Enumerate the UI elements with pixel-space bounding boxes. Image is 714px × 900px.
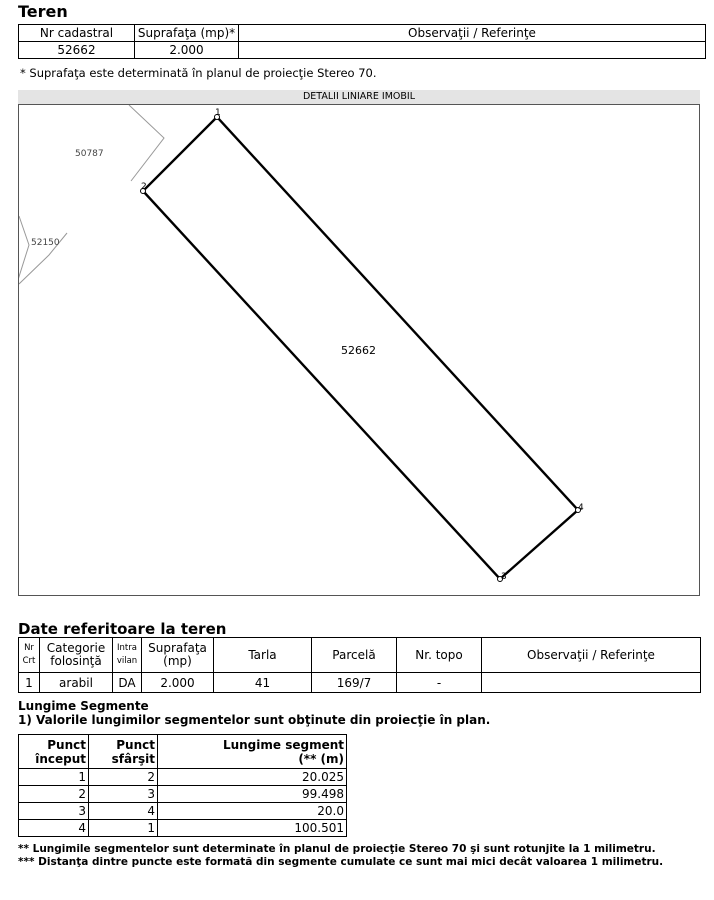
neighbor-boundary-50787 [129,105,164,181]
cell-parcela: 169/7 [312,673,397,693]
date-header-row [19,638,701,673]
segment-row [19,786,347,803]
cell-nr-cadastral: 52662 [19,42,135,59]
segment-row [19,769,347,786]
segment-row [19,803,347,820]
neighbor-boundary-52150-upper [19,216,29,283]
segment-end: 3 [89,786,158,803]
header-nr-crt [19,638,40,673]
header-intravilan [113,638,142,673]
cell-tarla: 41 [214,673,312,693]
header-categorie [40,638,113,673]
teren-data-row [19,42,706,59]
plan-caption: DETALII LINIARE IMOBIL [18,90,700,104]
neighbor-label-52150: 52150 [31,238,60,248]
header-categorie-line2: folosinţă [50,654,102,668]
lungime-title: Lungime Segmente [18,699,149,713]
segment-start: 3 [19,803,89,820]
cell-suprafata-date: 2.000 [142,673,214,693]
header-nr-crt-line2: Crt [22,656,36,666]
footnote-distanta: *** Distanţa dintre puncte este formată din segmente cumulate ce sunt mai mici decât valoarea 1 milimetru. [18,856,664,868]
cell-nr-topo: - [397,673,482,693]
segments-header-row [19,735,347,769]
header-punct-sfarsit [89,735,158,769]
segment-length: 20.0 [158,803,347,820]
parcel-label: 52662 [341,344,376,357]
segment-length: 100.501 [158,820,347,837]
cell-intravilan: DA [113,673,142,693]
footnote-lungimi: ** Lungimile segmentelor sunt determinate în planul de proiecţie Stereo 70 şi sunt rotunjite la 1 milimetru. [18,843,656,855]
cell-observatii-date [482,673,701,693]
header-suprafata-line2: (mp) [163,654,192,668]
teren-table [18,24,706,59]
neighbor-label-50787: 50787 [75,149,104,159]
cell-observatii [239,42,706,59]
header-punct-inceput-line1: Punct [47,737,86,752]
cell-nr-crt: 1 [19,673,40,693]
segment-length: 20.025 [158,769,347,786]
header-intra-line2: vilan [116,656,138,666]
header-suprafata-line1: Suprafaţa [148,641,207,655]
header-punct-inceput [19,735,89,769]
segment-end: 2 [89,769,158,786]
header-suprafata-date [142,638,214,673]
point-label-1: 1 [215,108,221,118]
header-lungime [158,735,347,769]
cell-suprafata: 2.000 [135,42,239,59]
header-observatii-date: Observaţii / Referinţe [482,638,701,673]
segment-start: 2 [19,786,89,803]
header-intra-line1: Intra [117,643,137,653]
header-nr-crt-line1: Nr [24,643,34,653]
header-tarla: Tarla [214,638,312,673]
plan-svg [19,105,699,595]
teren-title: Teren [18,2,68,21]
header-punct-inceput-line2: început [35,751,86,766]
segment-start: 1 [19,769,89,786]
segment-length: 99.498 [158,786,347,803]
plan-drawing [18,104,700,596]
segments-table [18,734,347,837]
header-observatii: Observaţii / Referinţe [239,25,706,42]
lungime-subtitle: 1) Valorile lungimilor segmentelor sunt obţinute din proiecţie în plan. [18,713,491,727]
header-lungime-line2: (** (m) [298,751,344,766]
cell-categorie: arabil [40,673,113,693]
point-label-4: 4 [578,503,584,513]
teren-note: * Suprafaţa este determinată în planul de proiecţie Stereo 70. [20,66,377,80]
header-nr-cadastral: Nr cadastral [19,25,135,42]
segment-row [19,820,347,837]
point-label-3: 3 [501,572,507,582]
teren-header-row [19,25,706,42]
segment-end: 4 [89,803,158,820]
header-categorie-line1: Categorie [46,641,106,655]
segment-end: 1 [89,820,158,837]
date-data-row [19,673,701,693]
header-lungime-line1: Lungime segment [222,737,344,752]
point-label-2: 2 [141,182,147,192]
date-title: Date referitoare la teren [18,620,227,638]
header-parcela: Parcelă [312,638,397,673]
header-suprafata: Suprafaţa (mp)* [135,25,239,42]
segment-start: 4 [19,820,89,837]
header-nr-topo: Nr. topo [397,638,482,673]
date-table [18,637,701,693]
header-punct-sfarsit-line1: Punct [116,737,155,752]
header-punct-sfarsit-line2: sfârşit [111,751,155,766]
